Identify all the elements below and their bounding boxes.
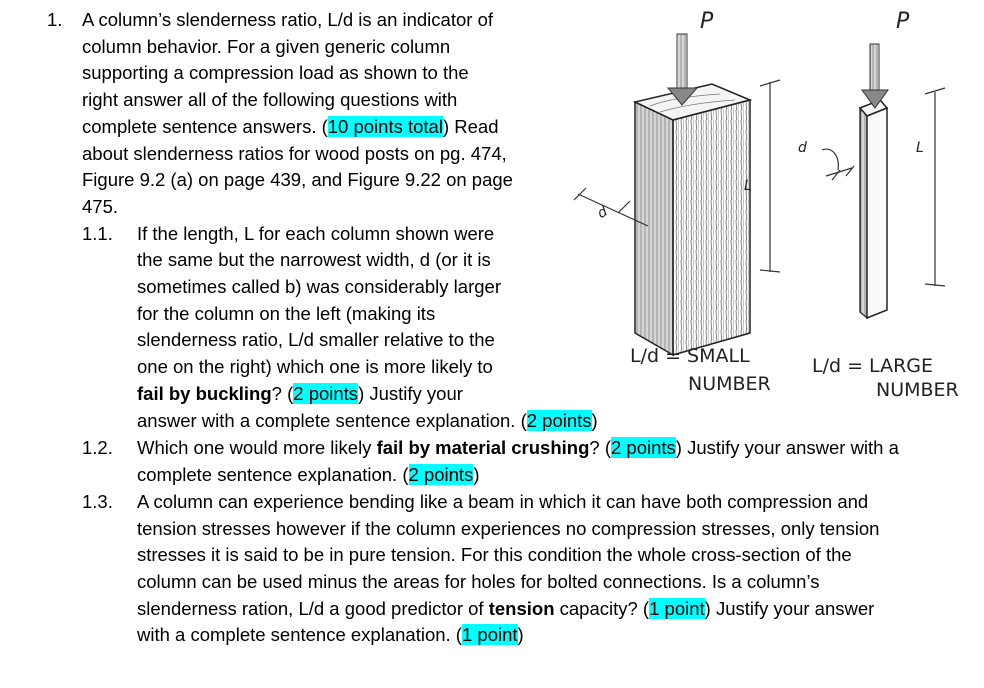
question-text-line: A column’s slenderness ratio, L/d is an indicator of [82,9,493,30]
points-highlight: 1 point [461,624,518,645]
subquestion-text-line: sometimes called b) was considerably larger [137,276,501,297]
column-diagram [560,0,984,420]
subquestion-text-line: answer with a complete sentence explanation. (2 points) [137,410,598,431]
subquestion-number: 1.2. [82,437,113,458]
subquestion-text-line: column can be used minus the areas for holes for bolted connections. Is a column’s [137,571,820,592]
caption-right-line2: NUMBER [876,379,959,401]
subquestion-text-line: the same but the narrowest width, d (or it is [137,249,491,270]
caption-right-line1: L/d = LARGE [812,355,933,377]
caption-left-line1: L/d = SMALL [630,345,750,367]
points-highlight: 10 points total [327,116,443,137]
subquestion-text-line: tension stresses however if the column experiences no compression stresses, only tension [137,518,880,539]
points-highlight: 2 points [293,383,359,404]
points-highlight: 2 points [526,410,592,431]
length-label-right: L [916,140,924,156]
subquestion-text-line: fail by buckling? (2 points) Justify your [137,383,463,404]
width-label-right: d [798,140,807,156]
left-column [635,84,750,355]
width-label-left: d [594,203,611,222]
question-text-line: about slenderness ratios for wood posts on pg. 474, [82,143,507,164]
subquestion-number: 1.3. [82,491,113,512]
question-text-line: right answer all of the following questions with [82,89,458,110]
load-label-right: P [896,9,910,34]
subquestion-text-line: Which one would more likely fail by material crushing? (2 points) Justify your answer with a [137,437,899,458]
subquestion-text-line: If the length, L for each column shown were [137,223,495,244]
subquestion-text-line: stresses it is said to be in pure tension. For this condition the whole cross-section of the [137,544,852,565]
points-highlight: 2 points [611,437,676,458]
subquestion-text-line: slenderness ration, L/d a good predictor of tension capacity? (1 point) Justify your answer [137,598,875,619]
question-text-line: complete sentence answers. (10 points total) Read [82,116,499,137]
left-length-dimension [760,80,780,272]
points-highlight: 2 points [408,464,474,485]
subquestion-text-line: complete sentence explanation. (2 points) [137,464,480,485]
subquestion-text-line: A column can experience bending like a beam in which it can have both compression and [137,491,869,512]
right-width-dimension [822,149,854,180]
right-column [860,100,887,318]
subquestion-text-line: one on the right) which one is more likely to [137,356,493,377]
subquestion-text-line: for the column on the left (making its [137,303,436,324]
question-text-line: Figure 9.2 (a) on page 439, and Figure 9.22 on page [82,169,513,190]
subquestion-text-line: slenderness ratio, L/d smaller relative to the [137,329,495,350]
points-highlight: 1 point [649,598,705,619]
load-label-left: P [700,9,714,34]
question-text-line: column behavior. For a given generic column [82,36,451,57]
right-load-arrow [862,44,888,108]
right-length-dimension [925,88,945,286]
caption-left-line2: NUMBER [688,373,771,395]
question-number: 1. [47,9,63,30]
subquestion-number: 1.1. [82,223,113,244]
subquestion-text-line: with a complete sentence explanation. (1 point) [137,624,524,645]
question-text-line: 475. [82,196,119,217]
length-label-left: L [744,178,752,194]
question-text-line: supporting a compression load as shown to the [82,62,469,83]
